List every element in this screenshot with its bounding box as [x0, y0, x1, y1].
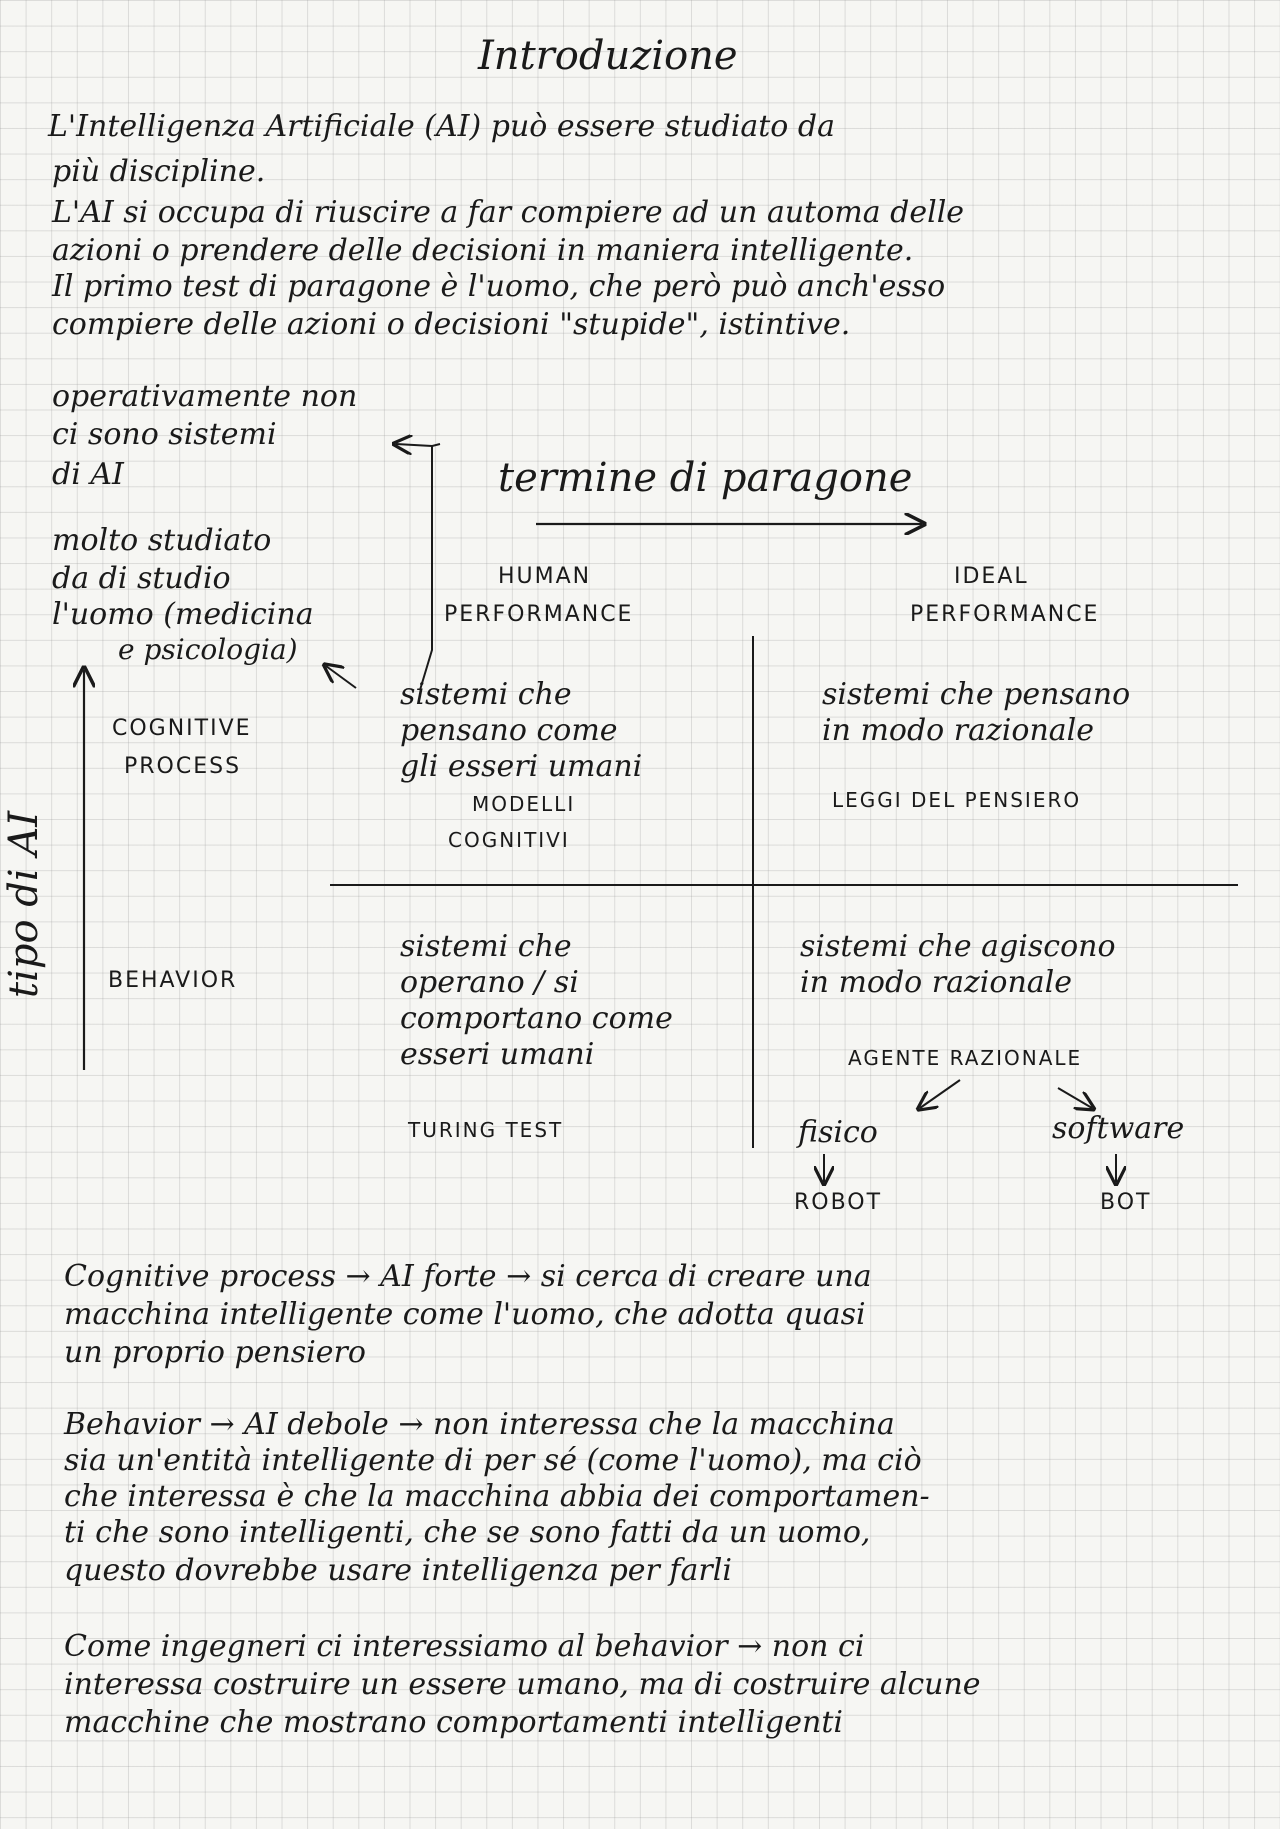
cell-line: sistemi che: [400, 677, 572, 712]
cell-tag: COGNITIVI: [448, 828, 570, 852]
cell-line: esseri umani: [400, 1037, 595, 1072]
note-line: operativamente non: [52, 379, 358, 414]
paragraph-line: macchina intelligente come l'uomo, che adotta quasi: [64, 1297, 866, 1332]
cell-line: sistemi che: [400, 929, 572, 964]
cell-tag: LEGGI DEL PENSIERO: [832, 788, 1082, 812]
agent-physical: fisico: [798, 1115, 878, 1150]
agent-arrow-physical: [920, 1080, 960, 1108]
note-line: di AI: [52, 457, 124, 492]
row-header-line: PROCESS: [124, 754, 242, 779]
cell-line: sistemi che agiscono: [800, 929, 1116, 964]
note-line: molto studiato: [52, 523, 272, 558]
paragraph-line: interessa costruire un essere umano, ma di costruire alcune: [64, 1667, 981, 1702]
intro-line: Il primo test di paragone è l'uomo, che però può anch'esso: [52, 269, 946, 304]
paragraph-line: Come ingegneri ci interessiamo al behavior → non ci: [64, 1629, 865, 1664]
note-arrow-top: [396, 444, 432, 446]
paragraph-line: sia un'entità intelligente di per sé (come l'uomo), ma ciò: [64, 1443, 922, 1478]
paragraph-line: Cognitive process → AI forte → si cerca di creare una: [64, 1259, 872, 1294]
column-header-line: PERFORMANCE: [444, 602, 634, 627]
intro-line: L'AI si occupa di riuscire a far compiere ad un automa delle: [52, 195, 965, 230]
row-header-line: COGNITIVE: [112, 716, 252, 741]
column-header-line: IDEAL: [954, 564, 1029, 589]
cell-tag: MODELLI: [472, 792, 576, 816]
note-line: e psicologia): [118, 633, 298, 666]
intro-line: compiere delle azioni o decisioni "stupide", istintive.: [52, 307, 851, 342]
agent-arrow-software: [1058, 1088, 1092, 1108]
note-line: da di studio: [52, 561, 231, 596]
intro-line: più discipline.: [52, 154, 266, 189]
agent-physical-example: ROBOT: [794, 1190, 883, 1215]
paragraph-line: che interessa è che la macchina abbia dei comportamen-: [64, 1479, 930, 1514]
column-header-line: HUMAN: [498, 564, 592, 589]
note-connector: [420, 444, 440, 690]
cell-line: comportano come: [400, 1001, 673, 1036]
axis-side-label: tipo di AI: [1, 810, 47, 998]
paragraph-line: Behavior → AI debole → non interessa che la macchina: [64, 1407, 895, 1442]
page-title: Introduzione: [478, 33, 738, 79]
paragraph-line: un proprio pensiero: [64, 1335, 366, 1370]
cell-tag: TURING TEST: [408, 1118, 564, 1142]
paragraph-line: questo dovrebbe usare intelligenza per farli: [64, 1553, 732, 1588]
paragraph-line: ti che sono intelligenti, che se sono fatti da un uomo,: [64, 1515, 871, 1550]
column-header-line: PERFORMANCE: [910, 602, 1100, 627]
cell-line: pensano come: [400, 713, 618, 748]
cell-line: in modo razionale: [800, 965, 1073, 1000]
note-arrow-mid: [326, 666, 356, 688]
cell-line: gli esseri umani: [400, 749, 643, 784]
axis-top-label: termine di paragone: [498, 455, 913, 501]
agent-software: software: [1052, 1111, 1185, 1146]
row-header-behavior: BEHAVIOR: [108, 968, 238, 993]
paragraph-line: macchine che mostrano comportamenti intelligenti: [64, 1705, 843, 1740]
cell-line: in modo razionale: [822, 713, 1095, 748]
intro-line: L'Intelligenza Artificiale (AI) può essere studiato da: [48, 109, 835, 144]
note-line: l'uomo (medicina: [52, 597, 314, 632]
agent-software-example: BOT: [1100, 1190, 1152, 1215]
note-line: ci sono sistemi: [52, 417, 277, 452]
intro-line: azioni o prendere delle decisioni in maniera intelligente.: [52, 233, 914, 268]
cell-line: sistemi che pensano: [822, 677, 1131, 712]
cell-line: operano / si: [400, 965, 579, 1000]
cell-tag: AGENTE RAZIONALE: [848, 1046, 1083, 1070]
